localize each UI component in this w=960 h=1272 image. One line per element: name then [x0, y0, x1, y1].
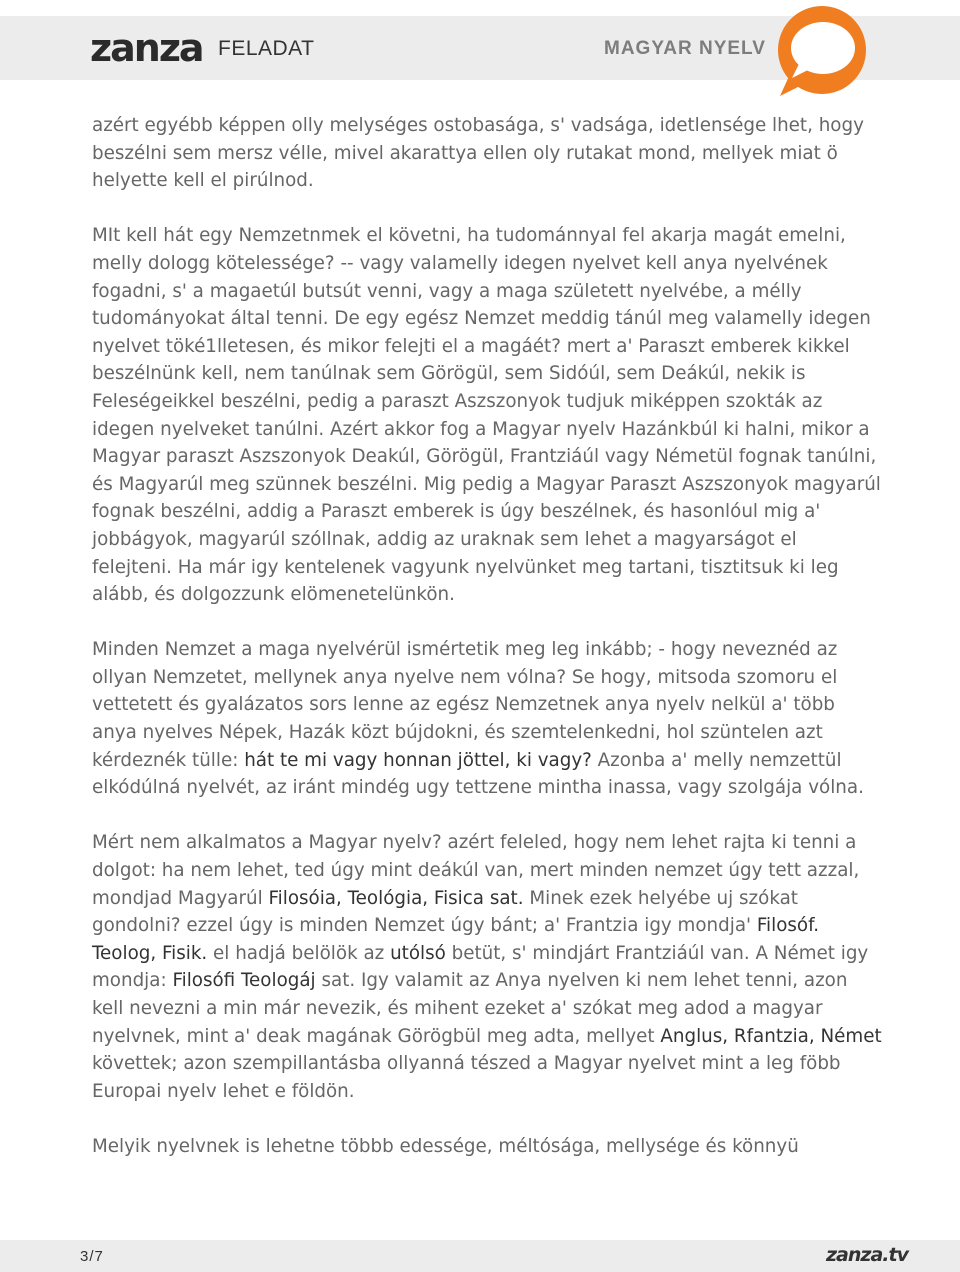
text-segment: betüt, s' mindjárt Frantziáúl van. A Német igy mondja:	[92, 942, 869, 992]
highlighted-text: Anglus, Rfantzia, Német	[660, 1025, 882, 1047]
footer-band	[0, 1240, 960, 1272]
text-segment: Minden Nemzet a maga nyelvérül ismértetik meg leg inkább; - hogy neveznéd az ollyan Nemzetet, mellynek anya nyelve nem vólna? Se hogy, mitsoda szomoru el vettetett és gyalázatos sors lenne az egész Nemzetnek anya nyelv nelkül a' több anya nyelves Népek, Hazák közt bújdokni, és szemtelenkedni, hol szüntelen azt kérdeznék tülle:	[92, 639, 838, 771]
paragraph	[92, 112, 882, 195]
text-segment: Azonba a' melly nemzettül elkódúlná nyelvét, az iránt mindég ugy tettzene mintha inassa, vagy szolgája vólna.	[92, 749, 864, 799]
page-header	[0, 0, 960, 96]
footer-logo: zanza.tv	[826, 1244, 908, 1266]
paragraph	[92, 829, 882, 1105]
text-segment: követtek; azon szempillantásba ollyanná tészed a Magyar nyelvet mint a leg föbb Europai nyelv lehet e földön.	[92, 1053, 841, 1102]
page-number: 3/7	[80, 1248, 104, 1265]
text-segment: Melyik nyelvnek is lehetne többb edessége, méltósága, mellysége és könnyü	[92, 1135, 799, 1157]
highlighted-text: utólsó	[390, 942, 446, 964]
highlighted-text: hát te mi vagy honnan jöttel, ki vagy?	[244, 749, 592, 771]
paragraph	[92, 222, 882, 608]
speech-bubble-icon	[770, 4, 870, 100]
highlighted-text: Filosóf. Teolog, Fisik.	[92, 915, 820, 964]
header-label: FELADAT	[218, 37, 315, 60]
subject-title: MAGYAR NYELV	[604, 38, 766, 59]
paragraph	[92, 636, 882, 802]
paragraph	[92, 1133, 882, 1161]
text-segment: el hadjá belölök az	[207, 942, 391, 964]
text-segment: Mért nem alkalmatos a Magyar nyelv? azért feleled, hogy nem lehet rajta ki tenni a dolgot: ha nem lehet, ted úgy mint deákúl van, mert minden nemzet úgy tett azzal, mondjad Magyarúl	[92, 832, 860, 909]
document-body	[92, 112, 882, 1188]
zanza-logo: zanza	[90, 26, 203, 70]
text-segment: azért egyébb képpen olly melységes ostobasága, s' vadsága, idetlensége lhet, hogy beszélni sem mersz vélle, mivel akarattya ellen oly rutakat mond, mellyek miat ö helyette kell el pirúlnod.	[92, 115, 864, 192]
highlighted-text: Filosóia, Teológia, Fisica sat.	[268, 887, 524, 909]
text-segment: sat. Igy valamit az Anya nyelven ki nem lehet tenni, azon kell nevezni a min már nevezik, és mihent ezeket a' szókat meg adod a magyar nyelvnek, mint a' deak magának Görögbül meg adta, mellyet	[92, 970, 848, 1047]
text-segment: MIt kell hát egy Nemzetnmek el követni, ha tudománnyal fel akarja magát emelni, melly dologg kötelessége? -- vagy valamelly idegen nyelvet kell anya nyelvének fogadni, s' a magaetúl butsút venni, vagy a maga született nyelvébe, a mélly tudományokat által tenni. De egy egész Nemzet meddig tánúl meg valamelly idegen nyelvet töké1lletesen, és mikor felejti el a magáét? mert a' Paraszt emberek kikkel beszélnünk kell, nem tanúlnak sem Görögül, sem Sidóúl, sem Deákúl, nekik is Feleségeikkel beszélni, pedig a paraszt Aszszonyok tudjuk miképpen szokták az idegen nyelveket tanúlni. Azért akkor fog a Magyar nyelv Hazánkbúl ki halni, mikor a Magyar paraszt Aszszonyok Deakúl, Görögül, Frantziáúl vagy Németül fognak tanúlni, és Magyarúl meg szünnek beszélni. Mig pedig a Magyar Paraszt Aszszonyok magyarúl fognak beszélni, addig a Paraszt emberek is úgy beszélnek, és hasonlóul mig a' jobbágyok, magyarúl szóllnak, addig az uraknak sem lehet a magyarságot el felejteni. Ha már igy kentelenek vagyunk nyelvünket meg tartani, tisztitsuk ki leg alább, és dolgozzunk elömenetelünkön.	[92, 225, 881, 606]
highlighted-text: Filosófi Teologáj	[172, 970, 316, 992]
text-segment: Minek ezek helyébe uj szókat gondolni? ezzel úgy is minden Nemzet úgy bánt; a' Frantzia igy mondja'	[92, 887, 798, 937]
